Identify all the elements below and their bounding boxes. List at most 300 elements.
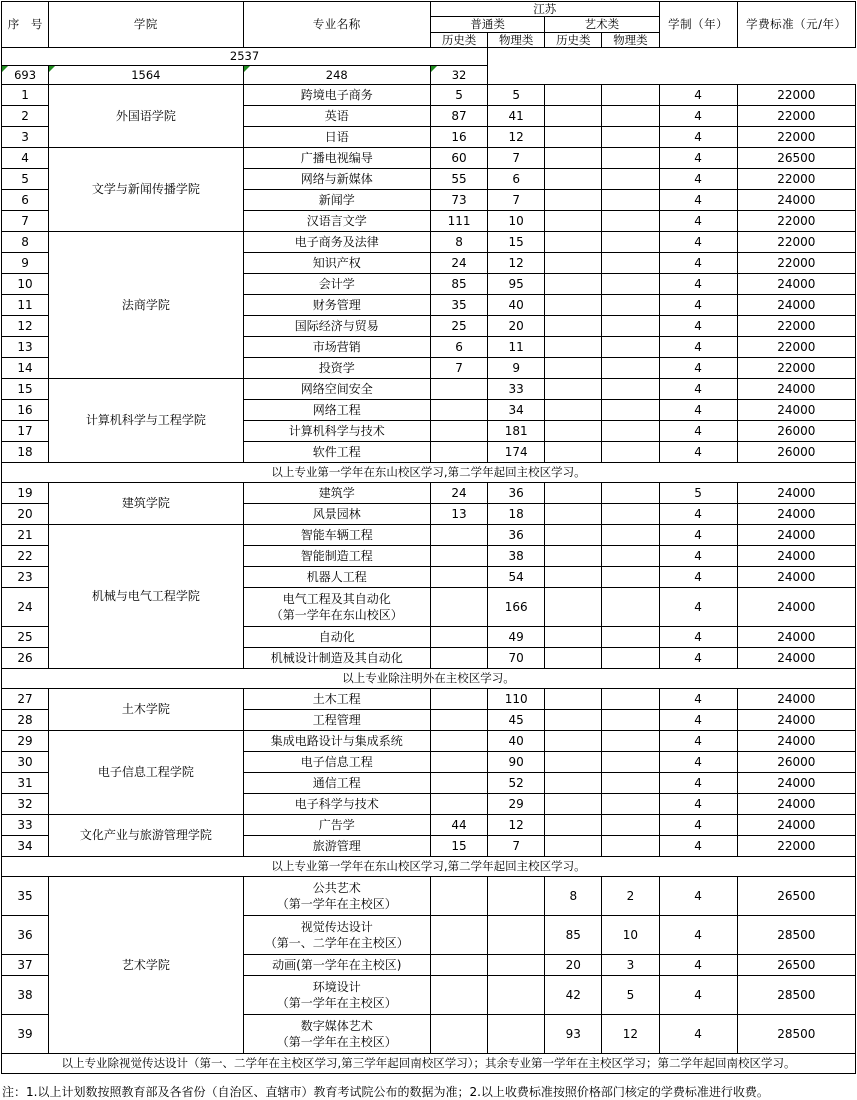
row-study-years: 4 [659,567,737,588]
row-tuition-fee: 22000 [737,253,855,274]
row-plan-normal-history: 24 [431,253,488,274]
row-plan-normal-physics: 95 [488,274,545,295]
row-major-name: 软件工程 [243,442,430,463]
header-art-physics: 物理类 [602,32,659,47]
row-study-years: 4 [659,877,737,916]
row-plan-normal-physics: 20 [488,316,545,337]
row-tuition-fee: 24000 [737,190,855,211]
row-tuition-fee: 22000 [737,127,855,148]
header-row-subtotals [2,66,856,85]
table-body [2,85,856,1074]
row-plan-normal-physics: 29 [488,794,545,815]
row-study-years: 4 [659,752,737,773]
row-sequence-number: 35 [2,877,49,916]
row-plan-normal-physics: 40 [488,731,545,752]
row-plan-art-history [545,337,602,358]
row-plan-art-history [545,379,602,400]
row-major-name-line2: （第一学年在主校区） [276,897,397,912]
row-major-name: 土木工程 [243,689,430,710]
row-major-name: 智能制造工程 [243,546,430,567]
row-major-name-line2: （第一学年在东山校区） [270,608,403,623]
row-sequence-number: 6 [2,190,49,211]
row-tuition-fee: 24000 [737,648,855,669]
row-plan-art-history [545,648,602,669]
row-sequence-number: 19 [2,483,49,504]
row-sequence-number: 25 [2,627,49,648]
row-plan-normal-physics: 174 [488,442,545,463]
row-plan-normal-physics [488,976,545,1015]
row-major-name: 动画(第一学年在主校区) [243,955,430,976]
comment-indicator-triangle-icon [49,66,55,72]
row-major-name: 通信工程 [243,773,430,794]
row-tuition-fee: 22000 [737,106,855,127]
row-plan-art-physics [602,127,659,148]
row-plan-art-history: 42 [545,976,602,1015]
table-row [2,877,856,916]
header-row-province [2,2,856,17]
row-plan-normal-physics: 9 [488,358,545,379]
row-college-name: 外国语学院 [49,85,243,148]
row-major-name: 知识产权 [243,253,430,274]
note-text: 以上专业第一学年在东山校区学习,第二学年起回主校区学习。 [2,463,856,483]
row-plan-normal-physics: 181 [488,421,545,442]
row-plan-art-physics [602,190,659,211]
row-tuition-fee: 24000 [737,274,855,295]
row-plan-normal-physics: 12 [488,253,545,274]
row-major-name: 工程管理 [243,710,430,731]
row-major-name: 会计学 [243,274,430,295]
row-tuition-fee: 22000 [737,316,855,337]
row-plan-art-history [545,442,602,463]
row-tuition-fee: 26000 [737,752,855,773]
row-plan-art-physics [602,85,659,106]
row-tuition-fee: 22000 [737,836,855,857]
row-major-name: 集成电路设计与集成系统 [243,731,430,752]
row-plan-normal-physics: 36 [488,525,545,546]
row-tuition-fee: 24000 [737,295,855,316]
row-plan-normal-history [431,1015,488,1054]
subtotal-normal-history: 693 [2,66,49,85]
row-major-name: 建筑学 [243,483,430,504]
row-plan-normal-physics: 7 [488,836,545,857]
row-major-name: 市场营销 [243,337,430,358]
row-sequence-number: 33 [2,815,49,836]
row-plan-normal-history [431,773,488,794]
row-plan-art-physics [602,731,659,752]
row-plan-normal-history: 44 [431,815,488,836]
row-plan-normal-history [431,689,488,710]
row-major-name-line2: （第一学年在主校区） [276,996,397,1011]
row-major-name: 旅游管理 [243,836,430,857]
row-plan-art-physics [602,337,659,358]
row-plan-art-history [545,400,602,421]
row-plan-art-history [545,504,602,525]
row-major-name-line1: 电气工程及其自动化 [282,591,391,606]
row-tuition-fee: 24000 [737,627,855,648]
row-plan-art-physics [602,773,659,794]
row-study-years: 4 [659,773,737,794]
row-tuition-fee: 24000 [737,567,855,588]
row-plan-art-history [545,689,602,710]
row-tuition-fee: 26500 [737,148,855,169]
row-major-name [243,877,430,916]
row-major-name [243,588,430,627]
row-study-years: 4 [659,337,737,358]
row-sequence-number: 23 [2,567,49,588]
row-plan-normal-physics: 12 [488,815,545,836]
table-note-row [2,857,856,877]
row-plan-art-history: 20 [545,955,602,976]
header-category-normal: 普通类 [431,17,545,32]
row-tuition-fee: 24000 [737,379,855,400]
row-plan-normal-history [431,421,488,442]
table-row [2,85,856,106]
row-plan-art-physics [602,274,659,295]
row-study-years: 4 [659,316,737,337]
header-normal-physics: 物理类 [488,32,545,47]
row-college-name: 法商学院 [49,232,243,379]
row-plan-art-physics [602,253,659,274]
row-plan-normal-history: 7 [431,358,488,379]
table-row [2,525,856,546]
row-sequence-number: 10 [2,274,49,295]
row-plan-normal-physics: 90 [488,752,545,773]
row-study-years: 4 [659,85,737,106]
row-sequence-number: 17 [2,421,49,442]
row-plan-art-physics [602,546,659,567]
row-plan-normal-physics [488,1015,545,1054]
row-sequence-number: 13 [2,337,49,358]
row-major-name: 风景园林 [243,504,430,525]
row-plan-art-history [545,358,602,379]
row-major-name: 自动化 [243,627,430,648]
row-major-name: 计算机科学与技术 [243,421,430,442]
row-sequence-number: 21 [2,525,49,546]
row-plan-normal-history: 15 [431,836,488,857]
note-text: 以上专业第一学年在东山校区学习,第二学年起回主校区学习。 [2,857,856,877]
row-plan-art-history [545,794,602,815]
row-plan-normal-physics: 49 [488,627,545,648]
row-study-years: 4 [659,253,737,274]
row-plan-normal-physics: 36 [488,483,545,504]
row-plan-normal-history [431,877,488,916]
row-college-name: 土木学院 [49,689,243,731]
row-study-years: 4 [659,836,737,857]
row-plan-art-history [545,316,602,337]
row-sequence-number: 15 [2,379,49,400]
row-college-name: 文学与新闻传播学院 [49,148,243,232]
header-college: 学院 [49,2,243,48]
row-plan-art-physics [602,483,659,504]
row-plan-normal-physics: 38 [488,546,545,567]
row-tuition-fee: 22000 [737,169,855,190]
row-study-years: 4 [659,815,737,836]
row-plan-art-history [545,169,602,190]
row-plan-art-physics [602,232,659,253]
row-major-name: 电子商务及法律 [243,232,430,253]
header-major: 专业名称 [243,2,430,48]
row-major-name [243,1015,430,1054]
row-plan-normal-physics [488,916,545,955]
table-row [2,232,856,253]
row-tuition-fee: 24000 [737,689,855,710]
row-tuition-fee: 26500 [737,877,855,916]
row-tuition-fee: 28500 [737,916,855,955]
row-plan-normal-physics: 7 [488,148,545,169]
row-sequence-number: 31 [2,773,49,794]
header-tuition-fee: 学费标准（元/年） [737,2,855,48]
row-plan-art-history: 8 [545,877,602,916]
row-tuition-fee: 24000 [737,773,855,794]
row-sequence-number: 4 [2,148,49,169]
row-sequence-number: 20 [2,504,49,525]
note-text: 以上专业除注明外在主校区学习。 [2,669,856,689]
row-major-name: 英语 [243,106,430,127]
row-major-name: 电子科学与技术 [243,794,430,815]
grand-total-value: 2537 [2,48,488,66]
row-major-name-line1: 公共艺术 [312,880,361,895]
enrollment-plan-table [1,1,856,1074]
row-tuition-fee: 24000 [737,794,855,815]
row-study-years: 4 [659,127,737,148]
row-plan-normal-physics: 70 [488,648,545,669]
row-plan-art-physics [602,400,659,421]
header-normal-history: 历史类 [431,32,488,47]
row-plan-normal-history [431,794,488,815]
row-study-years: 4 [659,148,737,169]
row-plan-normal-physics: 110 [488,689,545,710]
row-plan-normal-history: 8 [431,232,488,253]
row-college-name: 艺术学院 [49,877,243,1054]
row-study-years: 4 [659,546,737,567]
table-row [2,689,856,710]
row-major-name: 国际经济与贸易 [243,316,430,337]
row-tuition-fee: 22000 [737,358,855,379]
row-major-name: 投资学 [243,358,430,379]
row-plan-art-physics: 2 [602,877,659,916]
row-plan-art-physics [602,525,659,546]
row-plan-art-physics [602,421,659,442]
row-plan-normal-physics: 11 [488,337,545,358]
row-plan-normal-history [431,731,488,752]
row-plan-normal-history [431,648,488,669]
table-footnote: 注：1.以上计划数按照教育部及各省份（自治区、直辖市）教育考试院公布的数据为准；2.以上收费标准按照价格部门核定的学费标准进行收费。 [2,1085,769,1099]
row-plan-art-physics [602,588,659,627]
row-study-years: 4 [659,916,737,955]
row-plan-normal-history [431,567,488,588]
comment-indicator-triangle-icon [431,66,437,72]
row-study-years: 4 [659,400,737,421]
row-plan-art-history [545,85,602,106]
row-tuition-fee: 22000 [737,337,855,358]
row-plan-art-history [545,752,602,773]
row-study-years: 4 [659,525,737,546]
row-study-years: 4 [659,794,737,815]
row-sequence-number: 30 [2,752,49,773]
row-plan-art-physics [602,752,659,773]
row-major-name-line2: （第一学年在主校区） [276,1035,397,1050]
row-plan-normal-history [431,955,488,976]
row-college-name: 计算机科学与工程学院 [49,379,243,463]
row-major-name: 智能车辆工程 [243,525,430,546]
row-sequence-number: 11 [2,295,49,316]
row-plan-normal-history: 16 [431,127,488,148]
row-plan-art-physics: 5 [602,976,659,1015]
row-sequence-number: 28 [2,710,49,731]
row-plan-normal-history: 85 [431,274,488,295]
row-major-name [243,976,430,1015]
row-study-years: 4 [659,627,737,648]
row-major-name-line1: 视觉传达设计 [300,919,373,934]
row-tuition-fee: 24000 [737,400,855,421]
table-row [2,483,856,504]
row-plan-normal-history [431,710,488,731]
row-sequence-number: 14 [2,358,49,379]
row-study-years: 4 [659,211,737,232]
row-plan-normal-physics: 166 [488,588,545,627]
row-plan-art-physics: 10 [602,916,659,955]
row-sequence-number: 39 [2,1015,49,1054]
row-plan-art-history [545,253,602,274]
row-plan-normal-physics: 7 [488,190,545,211]
row-major-name-line2: （第一、二学年在主校区） [264,936,409,951]
table-note-row [2,1054,856,1074]
row-plan-art-history [545,525,602,546]
table-row [2,731,856,752]
row-plan-normal-physics [488,955,545,976]
row-college-name: 文化产业与旅游管理学院 [49,815,243,857]
row-plan-art-history [545,483,602,504]
row-tuition-fee: 26000 [737,442,855,463]
row-plan-normal-history [431,976,488,1015]
row-tuition-fee: 22000 [737,232,855,253]
row-college-name: 电子信息工程学院 [49,731,243,815]
header-row-grand-total [2,48,856,66]
row-sequence-number: 29 [2,731,49,752]
row-plan-art-history: 93 [545,1015,602,1054]
enrollment-plan-sheet [0,1,857,1099]
row-study-years: 4 [659,295,737,316]
row-tuition-fee: 28500 [737,976,855,1015]
row-tuition-fee: 24000 [737,710,855,731]
row-plan-normal-physics [488,877,545,916]
row-plan-art-physics: 12 [602,1015,659,1054]
subtotal-normal-physics: 1564 [49,66,243,85]
row-study-years: 4 [659,358,737,379]
row-sequence-number: 22 [2,546,49,567]
row-plan-normal-history [431,546,488,567]
row-plan-art-history [545,710,602,731]
row-plan-normal-physics: 5 [488,85,545,106]
row-plan-normal-history: 25 [431,316,488,337]
row-study-years: 4 [659,442,737,463]
row-sequence-number: 7 [2,211,49,232]
row-plan-normal-history: 87 [431,106,488,127]
row-major-name: 跨境电子商务 [243,85,430,106]
row-study-years: 4 [659,976,737,1015]
row-study-years: 5 [659,483,737,504]
row-sequence-number: 3 [2,127,49,148]
row-sequence-number: 38 [2,976,49,1015]
row-major-name: 财务管理 [243,295,430,316]
row-plan-art-history [545,274,602,295]
row-plan-art-physics [602,504,659,525]
row-sequence-number: 24 [2,588,49,627]
row-plan-art-history [545,211,602,232]
row-plan-art-history [545,190,602,211]
row-plan-normal-history [431,752,488,773]
row-plan-normal-history: 5 [431,85,488,106]
row-plan-art-history [545,421,602,442]
row-major-name: 汉语言文学 [243,211,430,232]
row-tuition-fee: 22000 [737,211,855,232]
row-plan-art-history [545,546,602,567]
row-plan-art-history [545,731,602,752]
row-major-name: 日语 [243,127,430,148]
row-major-name: 机械设计制造及其自动化 [243,648,430,669]
subtotal-art-history: 248 [243,66,430,85]
row-plan-art-history [545,836,602,857]
table-row [2,815,856,836]
row-college-name: 机械与电气工程学院 [49,525,243,669]
row-sequence-number: 2 [2,106,49,127]
row-plan-normal-history: 35 [431,295,488,316]
row-major-name-line1: 数字媒体艺术 [300,1018,373,1033]
row-plan-normal-physics: 10 [488,211,545,232]
row-plan-art-physics [602,815,659,836]
table-row [2,379,856,400]
row-plan-normal-history [431,400,488,421]
row-plan-art-history [545,106,602,127]
row-study-years: 4 [659,190,737,211]
row-plan-art-history [545,815,602,836]
row-sequence-number: 1 [2,85,49,106]
row-tuition-fee: 26000 [737,421,855,442]
table-note-row [2,463,856,483]
subtotal-art-physics: 32 [431,66,488,85]
row-plan-art-physics [602,379,659,400]
row-plan-art-physics [602,148,659,169]
row-study-years: 4 [659,232,737,253]
row-plan-art-history: 85 [545,916,602,955]
row-plan-normal-history [431,916,488,955]
row-sequence-number: 36 [2,916,49,955]
row-sequence-number: 18 [2,442,49,463]
row-study-years: 4 [659,731,737,752]
row-plan-art-physics [602,169,659,190]
row-plan-normal-physics: 41 [488,106,545,127]
header-sequence: 序 号 [2,2,49,48]
row-plan-normal-physics: 12 [488,127,545,148]
row-plan-normal-physics: 6 [488,169,545,190]
row-major-name: 广告学 [243,815,430,836]
row-tuition-fee: 24000 [737,504,855,525]
row-plan-normal-history [431,379,488,400]
row-plan-art-history [545,773,602,794]
row-plan-art-history [545,148,602,169]
row-tuition-fee: 24000 [737,483,855,504]
row-plan-normal-physics: 54 [488,567,545,588]
row-sequence-number: 12 [2,316,49,337]
row-sequence-number: 16 [2,400,49,421]
row-study-years: 4 [659,274,737,295]
row-plan-art-physics [602,689,659,710]
row-plan-normal-physics: 52 [488,773,545,794]
row-college-name: 建筑学院 [49,483,243,525]
table-row [2,148,856,169]
row-plan-art-physics [602,358,659,379]
table-header [2,2,856,85]
